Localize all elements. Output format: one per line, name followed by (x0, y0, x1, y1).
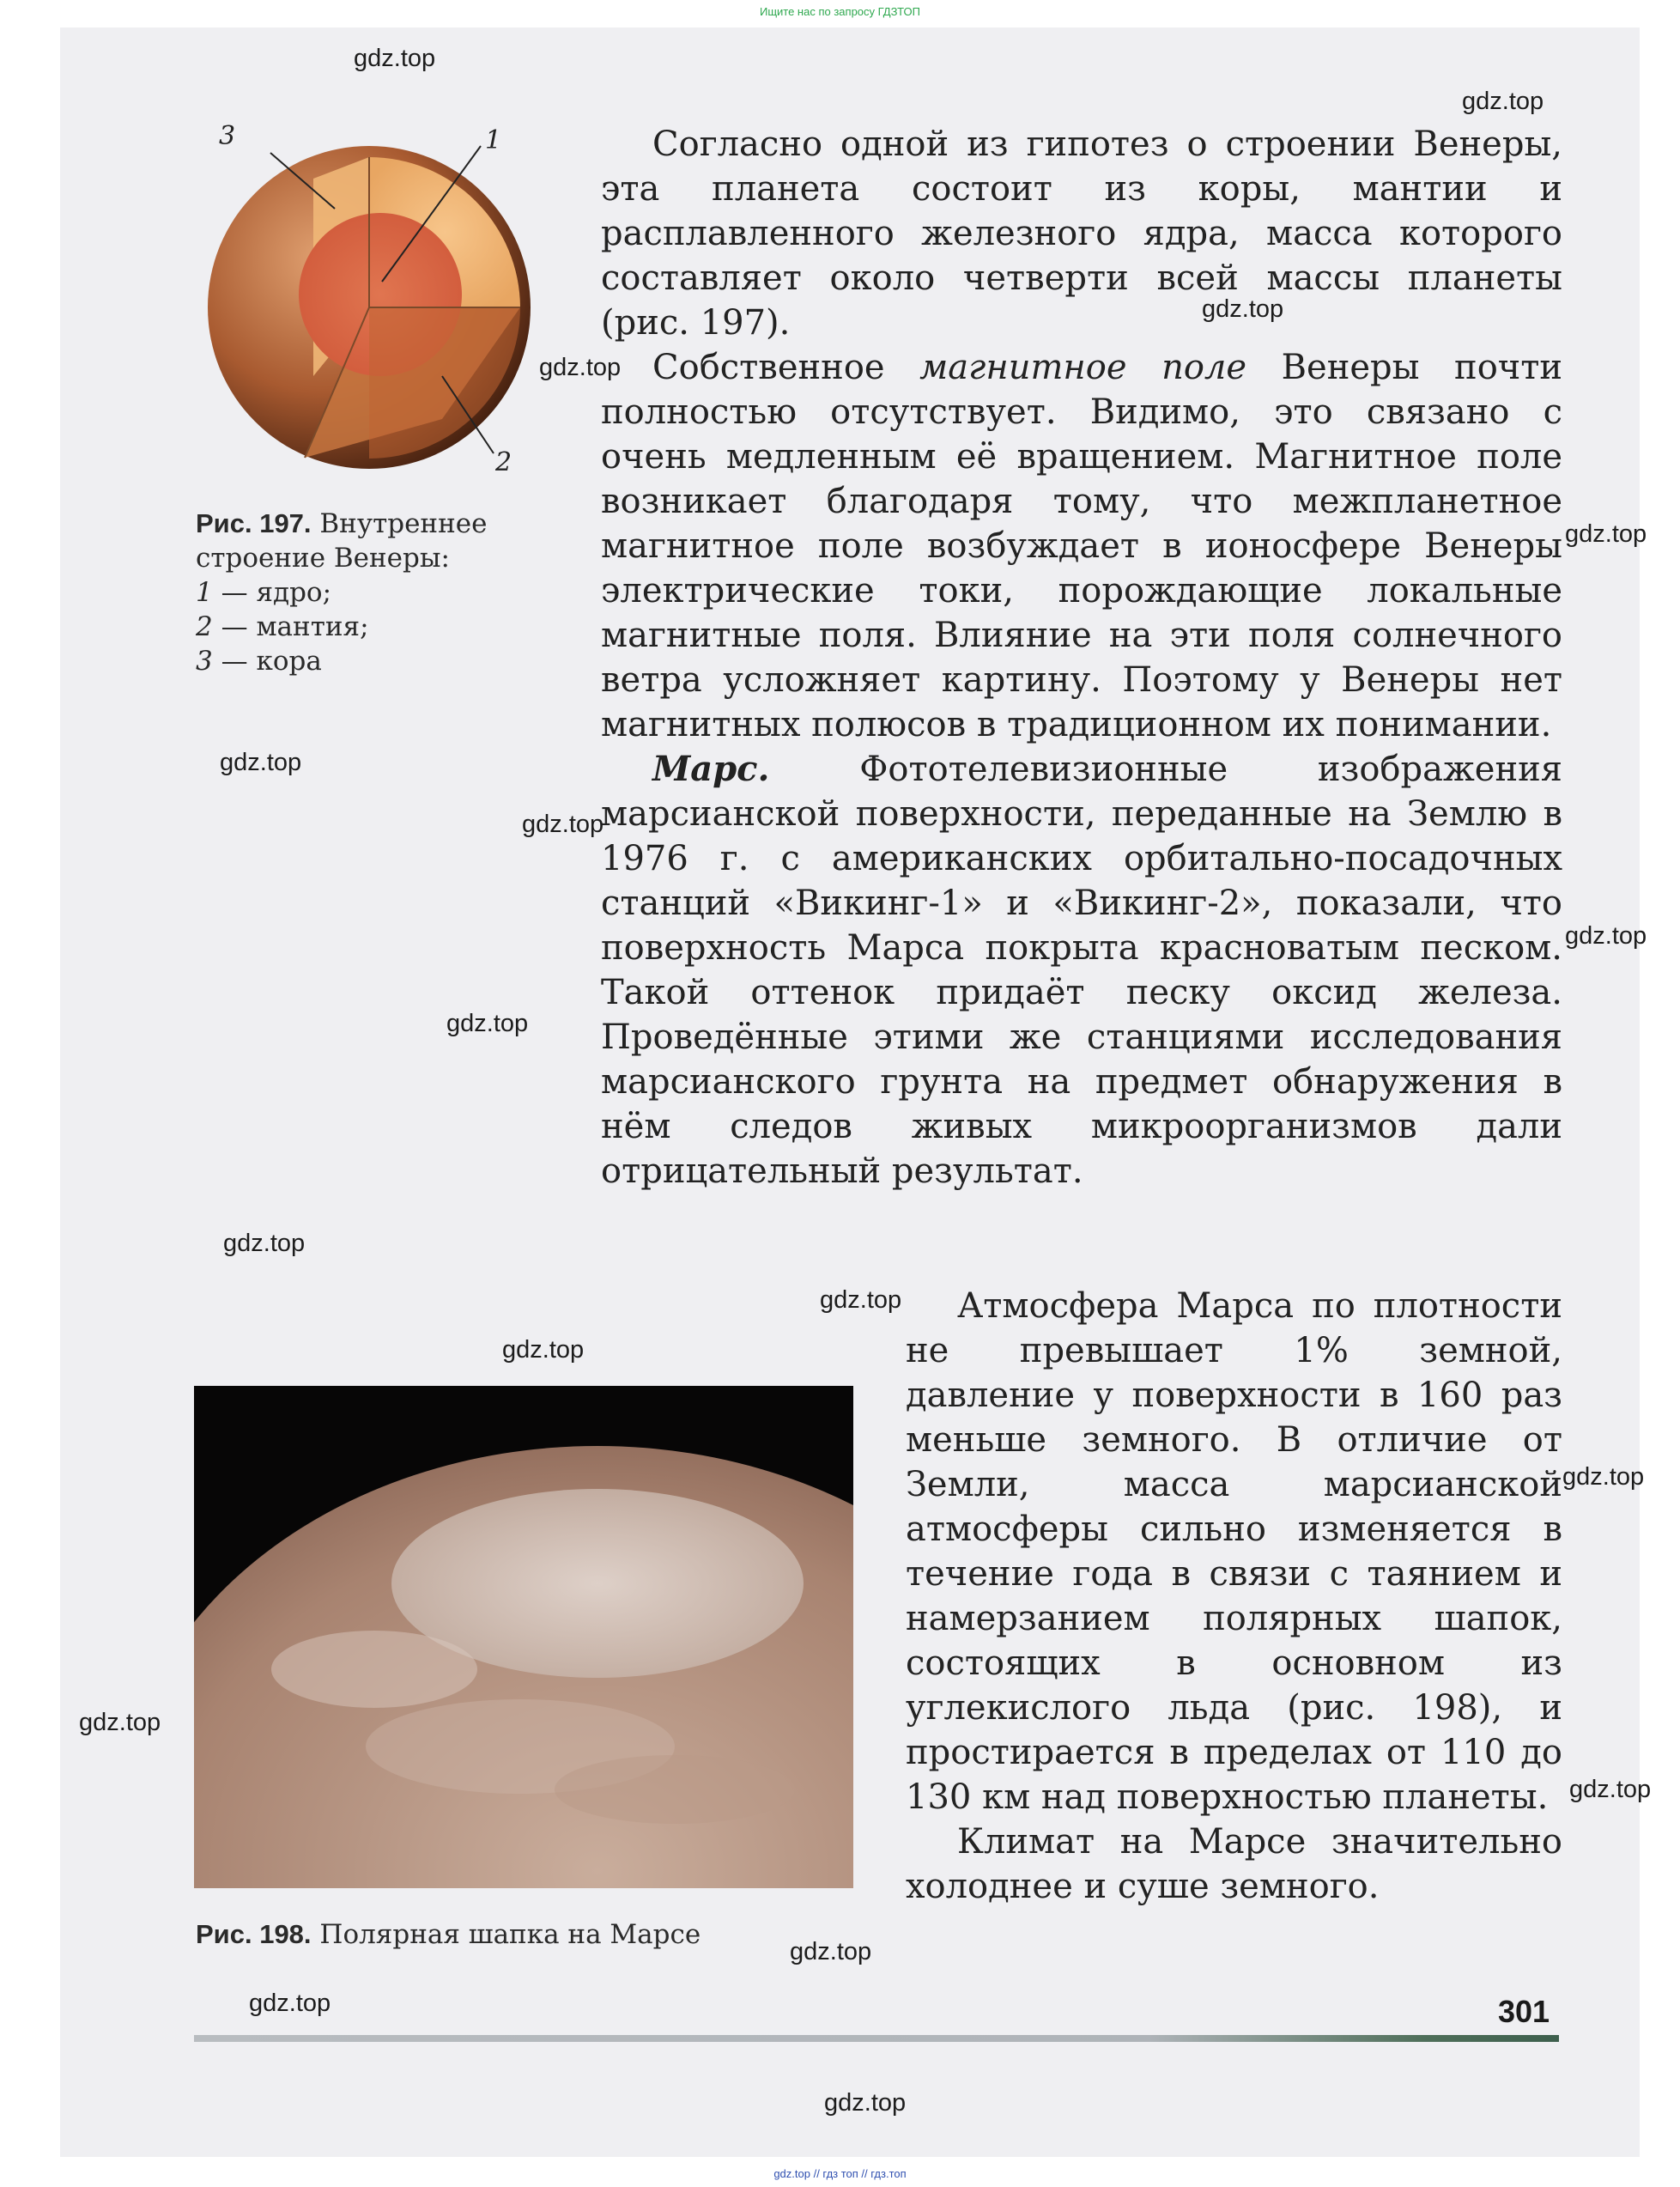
main-text-upper (601, 122, 1562, 1194)
paragraph: Марс. Фототелевизионные изображения марсианской поверхности, переданные на Землю в 1976 г. с американских орбитально-посадочных станций «Викинг-1» и «Викинг-2», показали, что поверхность Марса покрыта красноватым песком. Такой оттенок придаёт песку оксид железа. Проведённые этими же станциями исследования марсианского грунта на предмет обнаружения в нём следов живых микроорганизмов дали отрицательный результат. (601, 749, 1562, 1191)
watermark[interactable]: gdz.top (220, 749, 302, 776)
watermark[interactable]: gdz.top (354, 45, 436, 72)
section-heading: Марс. (652, 749, 770, 789)
surface-streak (555, 1755, 795, 1824)
watermark[interactable]: gdz.top (502, 1336, 585, 1364)
watermark[interactable]: gdz.top (824, 2089, 907, 2117)
watermark[interactable]: gdz.top (79, 1709, 161, 1736)
paragraph: Согласно одной из гипотез о строении Венеры, эта планета состоит из коры, мантии и расплавленного железного ядра, масса которого составляет около четверти всей массы планеты (рис. 197). (601, 125, 1562, 343)
figure-197-title: Внутреннее строение Венеры: (196, 508, 488, 574)
mars-polar-cap-photo (194, 1386, 853, 1888)
footer-rule (194, 2035, 1559, 2042)
caption-item-num: 1 (196, 577, 213, 608)
emphasis-term: магнитное поле (919, 348, 1247, 387)
watermark[interactable]: gdz.top (539, 354, 622, 381)
figure-197-label: Рис. 197. (196, 508, 312, 538)
watermark[interactable]: gdz.top (249, 1990, 331, 2017)
caption-item-text: — кора (221, 646, 322, 677)
label-1: 1 (485, 125, 502, 155)
watermark[interactable]: gdz.top (1565, 922, 1647, 950)
watermark[interactable]: gdz.top (1202, 295, 1284, 323)
caption-item-num: 3 (196, 646, 213, 677)
label-2: 2 (495, 447, 512, 477)
figure-198-caption (196, 1917, 814, 1952)
venus-inner-face (369, 307, 520, 459)
watermark[interactable]: gdz.top (1569, 1776, 1652, 1803)
caption-item-text: — ядро; (221, 577, 332, 608)
paragraph: Собственное магнитное поле Венеры почти полностью отсутствует. Видимо, это связано с очень медленным её вращением. Магнитное поле возникает благодаря тому, что межпланетное магнитное поле возбуждает в ионосфере Венеры электрические токи, порождающие локальные магнитные поля. Влияние на эти поля солнечного ветра усложняет картину. Поэтому у Венеры нет магнитных полюсов в традиционном их понимании. (601, 348, 1563, 744)
caption-item-text: — мантия; (221, 611, 369, 642)
main-text-lower (906, 1284, 1562, 1909)
watermark[interactable]: gdz.top (522, 811, 604, 838)
watermark[interactable]: gdz.top (820, 1286, 902, 1314)
caption-item-num: 2 (196, 611, 213, 642)
watermark[interactable]: gdz.top (446, 1010, 529, 1037)
watermark[interactable]: gdz.top (1462, 88, 1544, 115)
figure-198-label: Рис. 198. (196, 1919, 312, 1949)
paragraph: Климат на Марсе значительно холоднее и суше земного. (906, 1822, 1562, 1906)
watermark[interactable]: gdz.top (223, 1230, 306, 1257)
watermark[interactable]: gdz.top (1565, 520, 1647, 548)
figure-197-caption (196, 507, 556, 678)
watermark[interactable]: gdz.top (1562, 1463, 1645, 1491)
venus-structure-figure (185, 118, 545, 479)
page-number: 301 (1498, 1994, 1550, 2029)
paragraph: Атмосфера Марса по плотности не превышает 1% земной, давление у поверхности в 160 раз меньше земного. В отличие от Земли, масса марсианской атмосферы сильно изменяется в течение года в связи с таянием и намерзанием полярных шапок, состоящих в основном из углекислого льда (рис. 198), и простирается в пределах от 110 до 130 км над поверхностью планеты. (906, 1286, 1562, 1817)
watermark[interactable]: gdz.top (790, 1938, 872, 1965)
header-note: Ищите нас по запросу ГДЗТОП (759, 5, 920, 18)
label-3: 3 (219, 121, 236, 151)
surface-streak (271, 1631, 477, 1708)
figure-198-title: Полярная шапка на Марсе (319, 1919, 701, 1950)
footer-note: gdz.top // гдз топ // гдз.топ (773, 2167, 907, 2180)
